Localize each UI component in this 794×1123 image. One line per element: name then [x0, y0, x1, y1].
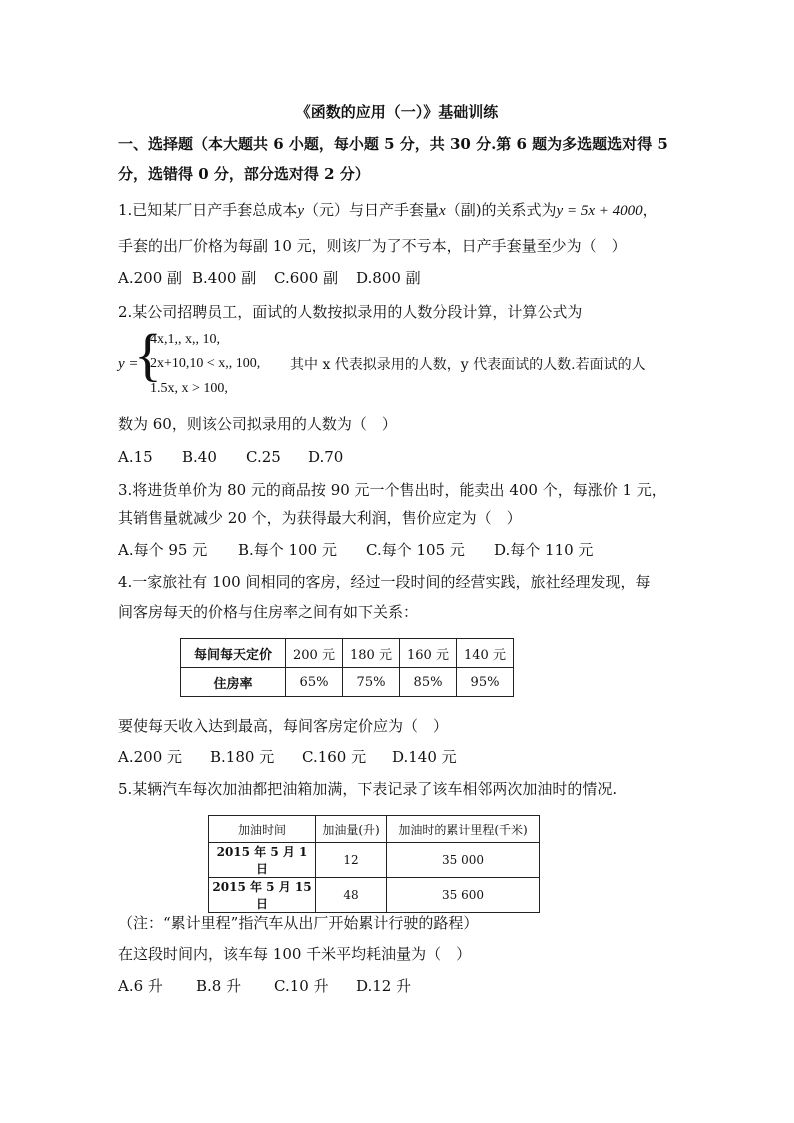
q2-options: [118, 447, 343, 467]
q2-case-3: 1.5x, x > 100,: [150, 381, 228, 396]
q1-option-a: A.200 副: [118, 269, 182, 287]
q1-option-d: D.800 副: [356, 269, 421, 287]
q2-brace: {: [134, 322, 162, 387]
page-title: 《函数的应用（一）》基础训练: [295, 103, 499, 121]
q5-row1-date: 2015 年 5 月 1 日: [209, 843, 316, 878]
q4-option-b: B.180 元: [210, 748, 275, 766]
q4-line1: 4.一家旅社有 100 间相同的客房，经过一段时间的经营实践，旅社经理发现，每: [118, 573, 651, 591]
table-row: [181, 639, 514, 668]
q1-text-b: （元）与日产手套量: [304, 201, 440, 219]
q5-option-c: C.10 升: [274, 977, 329, 995]
q5-header-amount: 加油量(升): [316, 816, 387, 843]
q5-option-d: D.12 升: [356, 977, 412, 995]
q4-option-a: A.200 元: [118, 748, 182, 766]
q4-row2-header: 住房率: [181, 668, 286, 697]
q4-option-d: D.140 元: [392, 748, 457, 766]
q5-option-a: A.6 升: [118, 977, 163, 995]
q1-options: [118, 268, 421, 288]
q3-line2: 其销售量就减少 20 个，为获得最大利润，售价应定为（ ）: [118, 509, 522, 527]
q1-formula: y = 5x + 4000: [556, 203, 643, 219]
q2-option-d: D.70: [308, 448, 344, 466]
q4-price-3: 160 元: [400, 639, 457, 668]
q1-line1: [118, 200, 658, 221]
q2-case-2: 2x+10,10 < x,, 100,: [150, 356, 261, 371]
table-row: [181, 668, 514, 697]
q2-line3: 数为 60，则该公司拟录用的人数为（ ）: [118, 415, 397, 433]
q4-price-4: 140 元: [457, 639, 514, 668]
q4-price-1: 200 元: [286, 639, 343, 668]
q4-rate-4: 95%: [457, 668, 514, 697]
q2-option-c: C.25: [246, 448, 281, 466]
table-row: [209, 816, 540, 843]
q1-text-c: （副)的关系式为: [445, 201, 557, 219]
q5-line1: 5.某辆汽车每次加油都把油箱加满，下表记录了该车相邻两次加油时的情况.: [118, 780, 618, 798]
table-row: [209, 843, 540, 878]
q5-option-b: B.8 升: [196, 977, 242, 995]
q3-option-c: C.每个 105 元: [366, 541, 465, 559]
q1-option-c: C.600 副: [274, 269, 339, 287]
q3-line1: 3.将进货单价为 80 元的商品按 90 元一个售出时，能卖出 400 个，每涨价 1 元，: [118, 481, 667, 499]
q2-option-b: B.40: [182, 448, 217, 466]
q4-line3: 要使每天收入达到最高，每间客房定价应为（ ）: [118, 717, 449, 735]
q3-option-b: B.每个 100 元: [238, 541, 337, 559]
q5-fuel-table: [208, 815, 540, 913]
q4-rate-3: 85%: [400, 668, 457, 697]
q3-options: [118, 540, 593, 560]
q1-text-d: ，: [642, 201, 658, 219]
q5-header-mileage: 加油时的累计里程(千米): [387, 816, 540, 843]
q4-rate-2: 75%: [343, 668, 400, 697]
q4-row1-header: 每间每天定价: [181, 639, 286, 668]
q5-header-time: 加油时间: [209, 816, 316, 843]
q4-option-c: C.160 元: [302, 748, 367, 766]
q1-text-a: 1.已知某厂日产手套总成本: [118, 201, 298, 219]
q2-option-a: A.15: [118, 448, 153, 466]
q3-option-d: D.每个 110 元: [494, 541, 594, 559]
q2-case-1: 4x,1,, x,, 10,: [150, 332, 220, 347]
q3-option-a: A.每个 95 元: [118, 541, 208, 559]
q5-row2-amount: 48: [316, 878, 387, 913]
q2-y-equals: y =: [118, 356, 139, 372]
section-heading-line1: 一、选择题（本大题共 6 小题，每小题 5 分，共 30 分.第 6 题为多选题选对得 5: [118, 135, 668, 153]
q2-description: 其中 x 代表拟录用的人数，y 代表面试的人数.若面试的人: [290, 357, 646, 373]
q1-var-y: y: [297, 203, 304, 219]
section-heading-line2: 分，选错得 0 分，部分选对得 2 分）: [118, 165, 370, 183]
q4-price-2: 180 元: [343, 639, 400, 668]
q5-row1-mileage: 35 000: [387, 843, 540, 878]
q5-options: [118, 976, 411, 996]
q2-line1: 2.某公司招聘员工，面试的人数按拟录用的人数分段计算，计算公式为: [118, 303, 583, 321]
q5-line2: 在这段时间内，该车每 100 千米平均耗油量为（ ）: [118, 945, 472, 963]
q1-option-b: B.400 副: [192, 269, 257, 287]
q4-line2: 间客房每天的价格与住房率之间有如下关系：: [118, 603, 419, 621]
q5-row2-date: 2015 年 5 月 15 日: [209, 878, 316, 913]
q5-row1-amount: 12: [316, 843, 387, 878]
q4-rate-1: 65%: [286, 668, 343, 697]
q5-row2-mileage: 35 600: [387, 878, 540, 913]
q4-options: [118, 747, 457, 767]
q1-var-x: x: [439, 203, 446, 219]
q1-line2: 手套的出厂价格为每副 10 元，则该厂为了不亏本，日产手套量至少为（ ）: [118, 237, 627, 255]
q4-price-table: [180, 638, 514, 697]
table-row: [209, 878, 540, 913]
q5-note: （注：“累计里程”指汽车从出厂开始累计行驶的路程）: [118, 914, 479, 932]
